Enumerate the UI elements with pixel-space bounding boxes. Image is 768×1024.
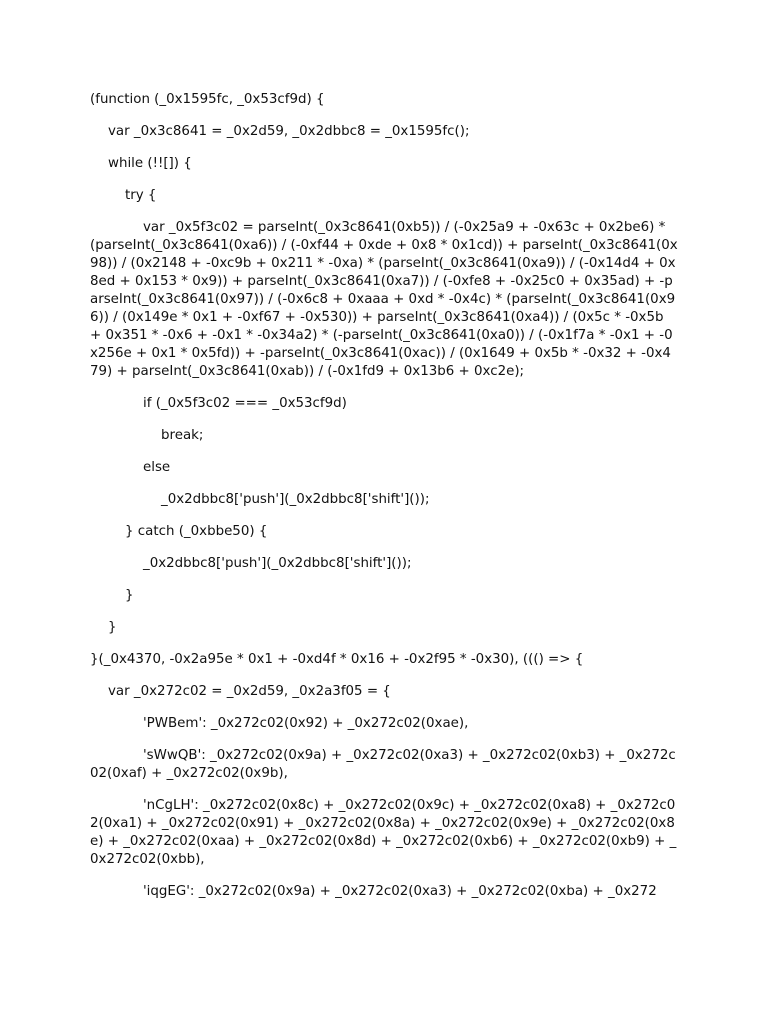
code-line: 'iqgEG': _0x272c02(0x9a) + _0x272c02(0xa3) + _0x272c02(0xba) + _0x272 — [143, 884, 657, 899]
code-line: }(_0x4370, -0x2a95e * 0x1 + -0xd4f * 0x16 + -0x2f95 * -0x30), ((() => { — [90, 652, 584, 667]
code-text-block — [90, 91, 678, 915]
code-line: var _0x3c8641 = _0x2d59, _0x2dbbc8 = _0x1595fc(); — [108, 124, 470, 139]
code-line: var _0x272c02 = _0x2d59, _0x2a3f05 = { — [108, 684, 391, 699]
code-line: var _0x5f3c02 = parseInt(_0x3c8641(0xb5)) / (-0x25a9 + -0x63c + 0x2be6) * (parseInt(_0x3c8641(0xa6)) / (-0xf44 + 0xde + 0x8 * 0x1cd)) + parseInt(_0x3c8641(0x98)) / (0x2148 + -0xc9b + 0x211 * -0xa) * (parseInt(_0x3c8641(0xa9)) / (-0x14d4 + 0x8ed + 0x153 * 0x9)) + parseInt(_0x3c8641(0xa7)) / (-0xfe8 + -0x25c0 + 0x35ad) + -parseInt(_0x3c8641(0x97)) / (-0x6c8 + 0xaaa + 0xd * -0x4c) * (parseInt(_0x3c8641(0x96)) / (0x149e * 0x1 + -0xf67 + -0x530)) + parseInt(_0x3c8641(0xa4)) / (0x5c * -0x5b + 0x351 * -0x6 + -0x1 * -0x34a2) * (-parseInt(_0x3c8641(0xa0)) / (-0x1f7a * -0x1 + -0x256e + 0x1 * 0x5fd)) + -parseInt(_0x3c8641(0xac)) / (0x1649 + 0x5b * -0x32 + -0x479) + parseInt(_0x3c8641(0xab)) / (-0x1fd9 + 0x13b6 + 0xc2e); — [90, 220, 678, 379]
code-line: try { — [125, 188, 157, 203]
code-line: _0x2dbbc8['push'](_0x2dbbc8['shift']()); — [143, 556, 412, 571]
code-line: } — [108, 620, 117, 635]
code-line: 'sWwQB': _0x272c02(0x9a) + _0x272c02(0xa3) + _0x272c02(0xb3) + _0x272c02(0xaf) + _0x272c02(0x9b), — [90, 748, 676, 781]
code-line: } — [125, 588, 134, 603]
code-line: } catch (_0xbbe50) { — [125, 524, 268, 539]
code-line: 'nCgLH': _0x272c02(0x8c) + _0x272c02(0x9c) + _0x272c02(0xa8) + _0x272c02(0xa1) + _0x272c02(0x91) + _0x272c02(0x8a) + _0x272c02(0x9e) + _0x272c02(0x8e) + _0x272c02(0xaa) + _0x272c02(0x8d) + _0x272c02(0xb6) + _0x272c02(0xb9) + _0x272c02(0xbb), — [90, 798, 677, 867]
code-line: _0x2dbbc8['push'](_0x2dbbc8['shift']()); — [161, 492, 430, 507]
code-line: if (_0x5f3c02 === _0x53cf9d) — [143, 396, 347, 411]
code-line: break; — [161, 428, 204, 443]
code-line: else — [143, 460, 171, 475]
code-line: (function (_0x1595fc, _0x53cf9d) { — [90, 92, 325, 107]
code-line: while (!![]) { — [108, 156, 192, 171]
code-line: 'PWBem': _0x272c02(0x92) + _0x272c02(0xae), — [143, 716, 469, 731]
